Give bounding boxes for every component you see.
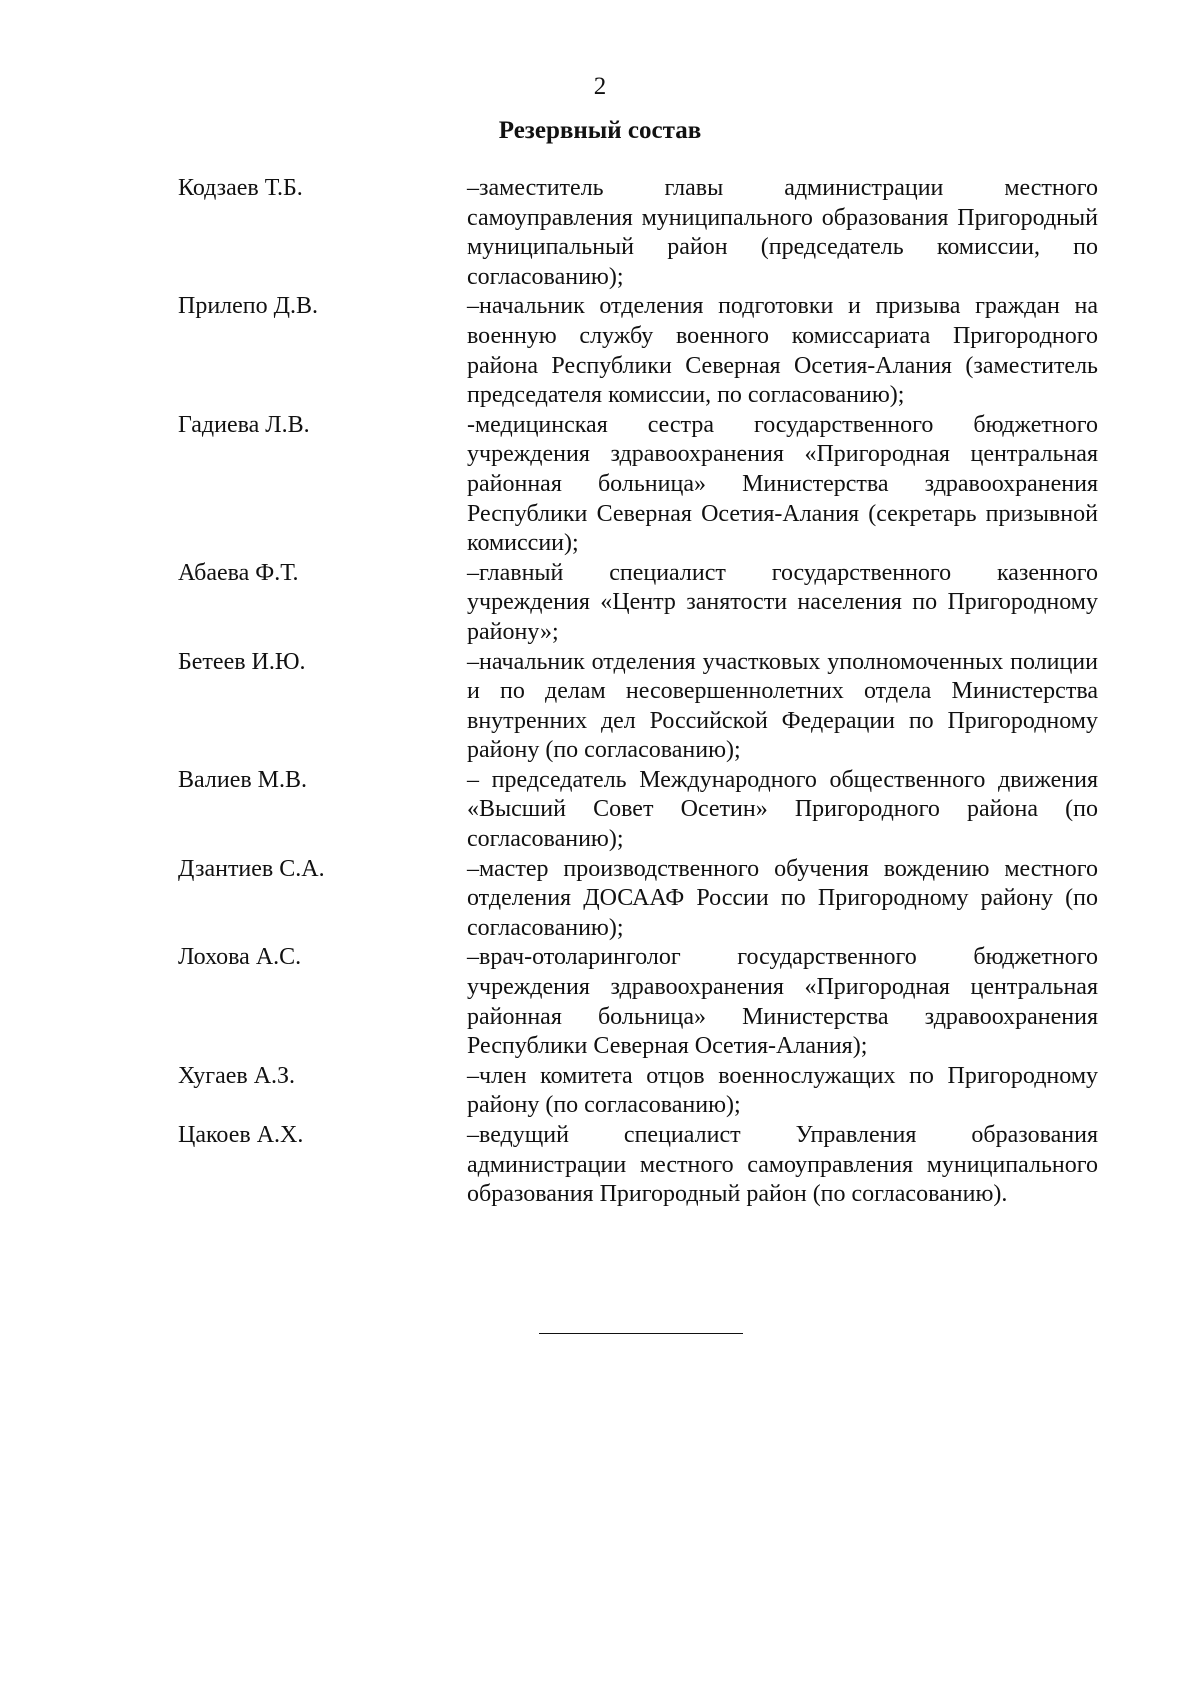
member-name: Бетеев И.Ю.	[178, 648, 306, 675]
member-role: –ведущий специалист Управления образования администрации местного самоуправления муниципального образования Пригородный район (по согласованию).	[467, 1122, 1098, 1208]
member-name: Гадиева Л.В.	[178, 411, 310, 438]
member-name: Абаева Ф.Т.	[178, 559, 299, 586]
member-name: Лохова А.С.	[178, 944, 302, 971]
roster-entry	[178, 411, 1098, 559]
closing-divider-line	[539, 1333, 743, 1334]
roster-entry	[178, 855, 1098, 944]
member-name: Валиев М.В.	[178, 766, 308, 793]
page-number: 2	[593, 73, 607, 100]
roster-entry	[178, 292, 1098, 410]
roster-entry	[178, 1062, 1098, 1121]
roster-list	[178, 174, 1098, 1210]
member-role: – председатель Международного общественного движения «Высший Совет Осетин» Пригородного района (по согласованию);	[467, 766, 1098, 853]
member-role: -медицинская сестра государственного бюджетного учреждения здравоохранения «Пригородная центральная районная больница» Министерства здравоохранения Республики Северная Осетия-Алания (секретарь призывной комиссии);	[467, 411, 1098, 557]
member-role: –заместитель главы администрации местного самоуправления муниципального образования Пригородный муниципальный район (председатель комиссии, по согласованию);	[467, 175, 1098, 290]
member-name: Кодзаев Т.Б.	[178, 175, 303, 201]
roster-entry	[178, 174, 1098, 292]
member-name: Хугаев А.З.	[178, 1062, 296, 1089]
member-role: –начальник отделения участковых уполномоченных полиции и по делам несовершеннолетних отдела Министерства внутренних дел Российской Федерации по Пригородному району (по согласованию);	[467, 648, 1098, 764]
member-role: –главный специалист государственного казенного учреждения «Центр занятости населения по Пригородному району»;	[467, 559, 1098, 645]
roster-entry	[178, 943, 1098, 1061]
roster-entry	[178, 766, 1098, 855]
member-name: Дзантиев С.А.	[178, 855, 325, 882]
member-role: –член комитета отцов военнослужащих по Пригородному району (по согласованию);	[467, 1062, 1098, 1119]
member-name: Цакоев А.Х.	[178, 1122, 304, 1148]
section-heading: Резервный состав	[498, 117, 702, 144]
roster-entry	[178, 559, 1098, 648]
member-role: –мастер производственного обучения вождению местного отделения ДОСААФ России по Пригородному району (по согласованию);	[467, 855, 1098, 941]
member-role: –начальник отделения подготовки и призыва граждан на военную службу военного комиссариата Пригородного района Республики Северная Осетия-Алания (заместитель председателя комиссии, по согласованию);	[467, 293, 1098, 409]
member-role: –врач-отоларинголог государственного бюджетного учреждения здравоохранения «Пригородная центральная районная больница» Министерства здравоохранения Республики Северная Осетия-Алания);	[467, 944, 1098, 1060]
member-name: Прилепо Д.В.	[178, 293, 319, 320]
roster-entry	[178, 648, 1098, 766]
roster-entry	[178, 1121, 1098, 1210]
